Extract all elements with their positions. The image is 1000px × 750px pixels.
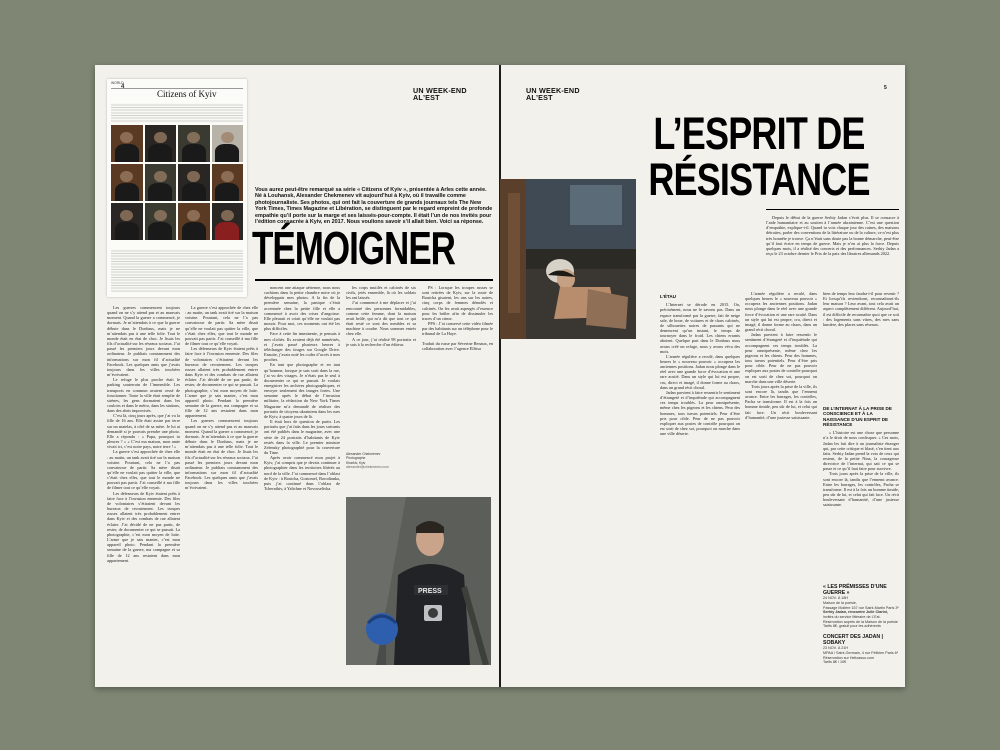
article-column-4: PS : Lorsque les troupes russes se sont retirées de Kyiv, sur la route de Boutcha gisaient, les uns sur les autres, cinq corps de femmes dénudés et calcinés. On les avait aspergés d’essence pour les brûler afin de dissimuler les traces d’un crime. PPS : J’ai conservé cette vidéo filmée par des habitants sur un téléphone pour le tribunal de La Haye. Traduit du russe par Séverine Renaux, en collaboration avec l’agence Elfitsa: [422, 285, 493, 351]
photo-credits: [346, 452, 416, 469]
article-column-r2: L’armée régulière a reculé, dans quelques heures le « nouveau pouvoir » occupera les anciennes positions. Jadan nous plonge dans le réel avec une grande force d’évocation et une rare acuité. Dans un style qui lui est propre, cru, direct et imagé, il donne forme au chaos, dans un grand récit choral. Jadan parvient à faire ressentir le sentiment d’étrangeté et d’inquiétude qui accompagnent ces temps troublés. La peur omniprésente, même chez les pigeons et les chiens. Peur des hommes, tous tueurs potentiels. Peur d’être pris pour cible. Peur de ne pas pouvoir expliquer aux postes de contrôle pourquoi on est sorti de chez soi, pourquoi on marche dans une ville déserte. Trois jours après la prise de la ville, ils sont encore là, tandis que l’ennemi avance. Entre les barrages, les contrôles, Pacha se transforme. Il est à la fois un homme timide, peu sûr de lui, et celui qui fait face. Un récit bouleversant d’humanité, d’une justesse saisissante.: [745, 291, 817, 420]
clipping-text-block: [111, 103, 243, 123]
section-tag: UN WEEK-END ALʼEST: [526, 86, 580, 102]
lede-paragraph: Depuis le début de la guerre Serhiy Jadan s’écrit plus. Il se consacre à l’aide humanitaire et au soutien à l’armée ukrainienne. C’est une question d’empathie, explique-t-il. Quand tu vois chaque jour des ruines, des maisons détruites, parler des conventions de la littérature ou de la culture, ce n’est plus très honnête je trouve. Ça n’était sans doute pas la bonne démarche, peut-être qu’il faut écrire en temps de guerre. Mais je n’en ai plus la force. Depuis quelques mois, il a réalisé des concerts et des performances. Serhiy Jadan a reçu le 23 octobre dernier le Prix de la paix des libraires allemands 2022.: [766, 215, 899, 257]
article-column-1: Les guerres commencent toujours quand on ne s’y attend pas et au mauvais moment. Quand la guerre a commencé, je dormais. Je m’attendais à ce que la guerre débute dans le Donbass, mais je ne m’attendais pas à une telle folie. Tout le monde était en état de choc. Je lisais les fils d’actualité sur les réseaux sociaux. J’ai passé les premiers jours devant mon ordinateur. Je publiais constamment des informations sur mon fil d’actualité Facebook. Les quelques amis que j’avais toujours dans les villes touchées m’écrivaient. Le refuge le plus proche était le parking souterrain de l’immeuble. Les transports en commun avaient cessé de fonctionner. Toute la ville était remplie de sirènes, les gens dormaient dans les couloirs et dans le métro, dans les stations, dans des abris improvisés. C’est là, cinq jours après, que j’ai vu la fille de 16 ans. Elle était assise par terre sur un matelas, à côté de sa mère. Je lui ai demandé si je pouvais prendre une photo. Elle a répondu : « Papa, pourquoi tu pleures ? » « C’est ma maison, mon amie vivait ici, c’est notre pays, notre terre ! » La guerre s’est approchée de chez elle : au matin, un tank avait tiré sur la maison voisine. Pourtant, cela ne l’a pas convaincue de partir. Sa mère disait qu’elle ne voulait pas quitter la ville, que c’était chez elles, que tout le monde ne pouvait pas partir. J’ai conseillé à ma fille de filmer tout ce qu’elle voyait. Les défenseurs de Kyiv étaient prêts à faire face à l’invasion ennemie. Des files de volontaires s’étiraient devant les bureaux de recrutement. Les troupes russes allaient très probablement entrer dans Kyiv et des combats de rue allaient éclater. J’ai décidé de ne pas partir, de rester, de documenter ce qui se passait. La photographie, c’est mon moyen de lutte. L’arme que je sais manier, c’est mon appareil photo. Pendant la première semaine de la guerre, ma compagne et sa fille de 12 ans restaient dans mon appartement.: [107, 305, 180, 563]
clipping-header: [111, 81, 243, 89]
article-column-3: les corps mutilés et calcinés de six civils, jetés ensemble, là où les soldats les ont laissés. J’ai commencé à me déplacer et j’ai rencontré des personnes formidables, comme cette femme, dont la maison avait brûlé, qui m’a dit que tout ce qui était resté ce sont des meubles et sa machine à coudre. Nous sommes entrés chez elle. A ce jour, j’ai réalisé 98 portraits et je suis à la recherche d’un éditeur.: [346, 285, 416, 347]
headline-rule: [766, 209, 899, 210]
clipping-portrait-grid: [111, 125, 243, 242]
left-page: [95, 65, 500, 687]
portrait-photo: [212, 203, 244, 240]
portrait-photo: [212, 125, 244, 162]
photographer-place: Kharkiv, Kyiv: [346, 460, 366, 465]
police-officer-illustration: [346, 497, 491, 665]
event-listing-1: « LES PRÉMISSES D’UNE GUERRE » 24 NOV. À 18H Maison de la poésie, Passage Molière 157 rue Saint-Martin Paris 3ᵉ Serhiy Jadan, rencontre Julie Clarini, invités du service littéraire de L’Est. Réservation auprès de la Maison de la poésie Tarifs 8€, gratuit pour les adhérents: [823, 584, 899, 629]
portrait-photo: [178, 203, 210, 240]
headline-rule: [255, 279, 493, 281]
article-column-r3: bien de temps leur faudra-t-il pour revenir ? Et lorsqu’ils reviendront, reconnaîtront-ils leur maison ? Leur avant, tout cela avait un aspect complètement différent. Aujourd’hui, il est difficile de reconnaître quoi que ce soit : des logements sans vitres, des rues sans lumière, des places sans réseaux. DE L’INTERNAT À LA PRISE DE CONSCIENCE ET À LA NAISSANCE D’UN ESPRIT DE RÉSISTANCE « L’histoire est une chose que personne n’a le droit de nous confisquer. » Ces mots, Jadan les fait dire à un journaliste étranger qui, par cette critique et blasé, s’en tient aux faits. Serhiy Jadan prend la voix de ceux qui restent, de la petite Nina, la courageuse directrice de l’internat, qui sait ce qui se passe et ce qu’il faut faire pour survivre. Trois jours après la prise de la ville, ils sont encore là, tandis que l’ennemi avance. Entre les barrages, les contrôles, Pacha se transforme. Il est à la fois un homme timide, peu sûr de lui, et celui qui fait face. Un récit bouleversant d’humanité, d’une justesse saisissante. « LES PRÉMISSES D’UNE GUERRE » 24 NOV. À 18H Maison de la poésie, Passage Molière 157 rue Saint-Martin Paris 3ᵉ Serhiy Jadan, rencontre Julie Clarini, invités du service littéraire de L’Est. Réservation auprès de la Maison de la poésie Tarifs 8€, gratuit pour les adhérents CONCERT DES JADAN | SOBAKY 23 NOV. À 21H MPAA / Saint-Germain, 4 rue Félibien Paris 6ᵉ Réservation sur Helloasso.com Tarifs 8€ / 10€: [823, 291, 899, 665]
event-listing-2: CONCERT DES JADAN | SOBAKY 23 NOV. À 21H MPAA / Saint-Germain, 4 rue Félibien Paris 6ᵉ Réservation sur Helloasso.com Tarifs 8€ / 10€: [823, 634, 899, 665]
intro-paragraph: Vous aurez peut-être remarqué sa série « Citizens of Kyiv », présentée à Arles cette année. Né à Louhansk, Alexander Chekmenev vit aujourd’hui à Kyiv, où il travaille comme photojournaliste. Ses photos, qui ont fait la couverture de grands journaux tels The New York Times, Times Magazine et Libération, se distinguent par le regard empreint de profonde empathie qu’il porte sur la marge et ses laissés-pour-compte. Il était l’un de nos invités pour l’édition consacrée à Kyiv, en 2017. Nous voulions savoir s’il allait bien. Voici sa réponse.: [255, 187, 493, 226]
article-column-2: noncent une attaque aérienne, nous nous cachions dans la petite chambre noire où je développais mes photos. A la fin de la première semaine, la panique s’était accentuée chez la petite fille et elle a commencé à avoir des crises d’angoisse. Elle pleurait et criait qu’elle ne voulait pas mourir. Pour moi, ces moments ont été les plus difficiles. Face à cette fin imminente, je pensais à mes clichés. Ils avaient déjà été numérisés, et j’avais passé plusieurs heures à télécharger des tirages sur Google Drive. Ensuite, j’avais noté les codes d’accès à mes proches. En tant que photographe et en tant qu’homme, lorsque je suis sorti dans la rue, j’ai vu des visages. Je n’étais pas le seul à documenter ce qui se passait. Je voulais enregistrer les archives photographiques, et envoyer seulement des images fortes. Une semaine après le début de l’invasion militaire, la rédaction du New York Times Magazine m’a demandé de réaliser des portraits de citoyens ukrainiens dans les rues de Kyiv, à quatre jours de là. Il était hors de question de partir. Les portraits que j’ai faits dans les jours suivants ont été publiés dans le magazine, avec une série de 24 portraits d’habitants de Kyiv restés dans la ville. Le premier ministre Zelensky photographié pour la couverture du Time. Après avoir commencé mon projet à Kyiv, j’ai compris que je devais continuer à photographier dans les territoires libérés au nord de la ville. J’ai commencé dans l’oblast de Kyiv : à Boutcha, Gostomel, Borodianka, puis j’ai continué dans l’oblast de Tchernihiv, à Yaltchne et Novosselivka.: [264, 285, 340, 492]
photographer-name: Alexander Chekmenev: [346, 452, 381, 456]
subhead-etau: L’ÉTAU: [660, 294, 676, 299]
portrait-photo: [145, 164, 177, 201]
photographer-role: Photographe: [346, 456, 366, 461]
article-column-1b: La guerre s’est approchée de chez elle : au matin, un tank avait tiré sur la maison voisine. Pourtant, cela ne l’a pas convaincue de partir. Sa mère disait qu’elle ne voulait pas quitter la ville, que c’était chez elles, que tout le monde ne pouvait pas partir. J’ai conseillé à ma fille de filmer tout ce qu’elle voyait. Les défenseurs de Kyiv étaient prêts à faire face à l’invasion ennemie. Des files de volontaires s’étiraient devant les bureaux de recrutement. Les troupes russes allaient très probablement entrer dans Kyiv et des combats de rue allaient éclater. J’ai décidé de ne pas partir, de rester, de documenter ce qui se passait. La photographie, c’est mon moyen de lutte. L’arme que je sais manier, c’est mon appareil photo. Pendant la première semaine de la guerre, ma compagne et sa fille de 12 ans restaient dans mon appartement. Les guerres commencent toujours quand on ne s’y attend pas et au mauvais moment. Quand la guerre a commencé, je dormais. Je m’attendais à ce que la guerre débute dans le Donbass, mais je ne m’attendais pas à une telle folie. Tout le monde était en état de choc. Je lisais les fils d’actualité sur les réseaux sociaux. J’ai passé les premiers jours devant mon ordinateur. Je publiais constamment des informations sur mon fil d’actualité Facebook. Les quelques amis que j’avais toujours dans les villes touchées m’écrivaient.: [185, 305, 258, 491]
portrait-photo: [111, 125, 143, 162]
subhead-prise-de-conscience: DE L’INTERNAT À LA PRISE DE CONSCIENCE ET À LA NAISSANCE D’UN ESPRIT DE RÉSISTANCE: [823, 406, 892, 427]
headline-temoigner: TÉMOIGNER: [252, 223, 455, 275]
article-column-r1: L’ÉTAU L’Internet se dérode en 2015. Ou, précisément, nous ne le savons pas. Dans un espace transformé par la guerre, fait de neige sale, de boue, de voitures et de chars calcinés, de silhouettes noires de passants qui ne demeurent qu’un instant, le temps de tournoyer dans le froid. Les chiens errants aboient. Quelque part dans le Donbass nous avons créé un refuge, nous y avons vécu des mois. L’armée régulière a reculé, dans quelques heures le « nouveau pouvoir » occupera les anciennes positions. Jadan nous plonge dans le réel avec une grande force d’évocation et une rare acuité. Dans un style qui lui est propre, cru, direct et imagé, il donne forme au chaos, dans un grand récit choral. Jadan parvient à faire ressentir le sentiment d’étrangeté et d’inquiétude qui accompagnent ces temps troublés. La peur omniprésente, même chez les pigeons et les chiens. Peur des hommes, tous tueurs potentiels. Peur d’être pris pour cible. Peur de ne pas pouvoir expliquer aux postes de contrôle pourquoi on est sorti de chez soi, pourquoi on marche dans une ville déserte.: [660, 294, 740, 437]
magazine-spread: [95, 65, 905, 687]
clipping-title: Citizens of Kyiv: [157, 89, 217, 99]
translation-credit: Traduit du russe par Séverine Renaux, en collaboration avec l’agence Elfitsa: [422, 340, 493, 351]
page-number: 5: [884, 85, 887, 91]
clipping-page-number: 4: [121, 84, 125, 90]
section-tag: UN WEEK-END ALʼEST: [413, 86, 467, 102]
portrait-photo: [145, 203, 177, 240]
portrait-photo: [178, 164, 210, 201]
newspaper-clipping: [107, 79, 247, 297]
photographer-email: alexander@chekmenev.com: [346, 464, 389, 469]
portrait-photo: [111, 203, 143, 240]
right-page: [500, 65, 905, 687]
clipping-section: WORLD: [111, 81, 124, 85]
portrait-photo: [212, 164, 244, 201]
portrait-photo: [178, 125, 210, 162]
portrait-photo: [111, 164, 143, 201]
photo-police-officer: [346, 497, 491, 665]
photo-sleeping-woman: [500, 179, 636, 339]
headline-esprit-de-resistance: L’ESPRIT DE RÉSISTANCE: [648, 107, 870, 205]
sleeping-woman-illustration: [500, 179, 636, 339]
clipping-text-block: [111, 249, 243, 293]
svg-text:PRESS: PRESS: [418, 588, 442, 595]
portrait-photo: [145, 125, 177, 162]
